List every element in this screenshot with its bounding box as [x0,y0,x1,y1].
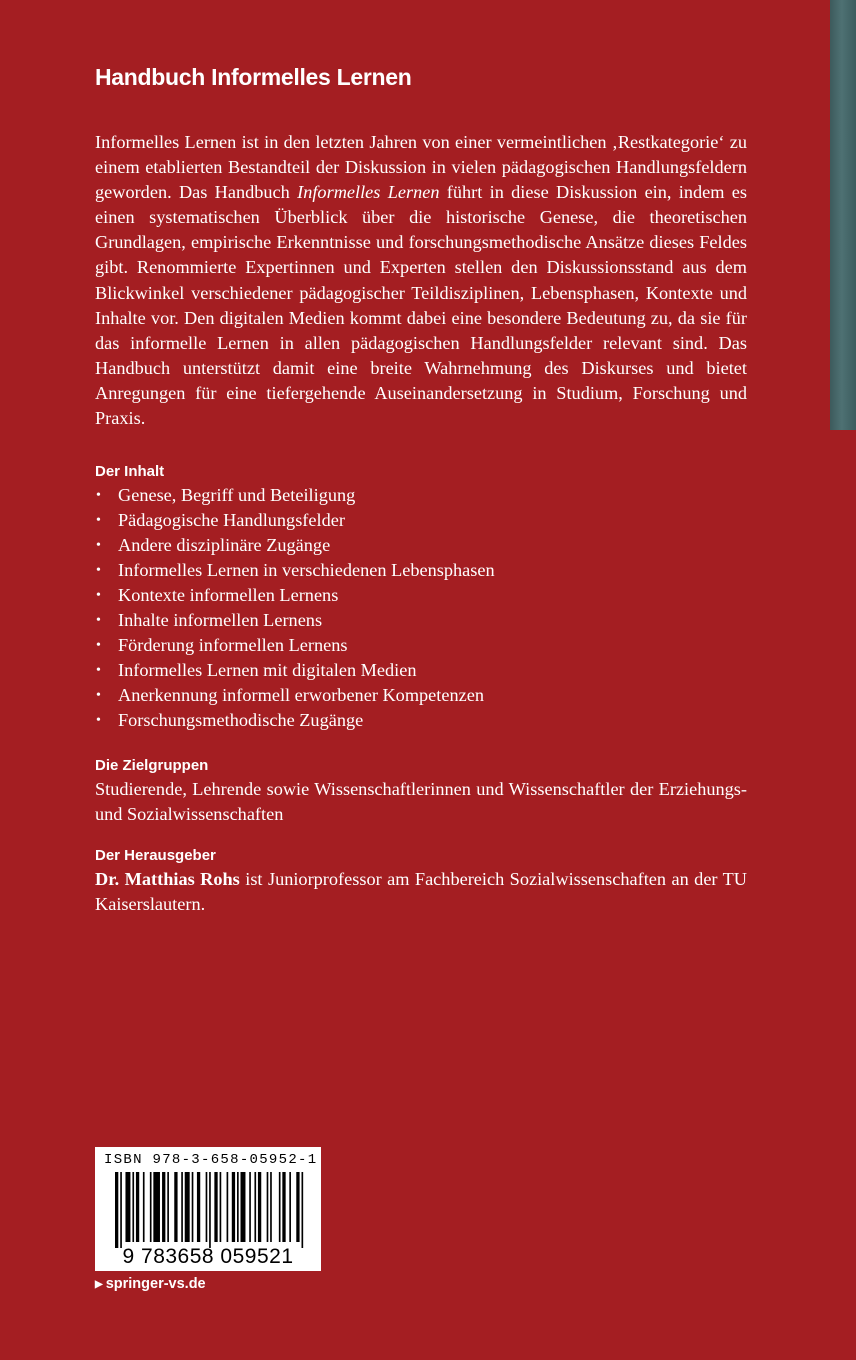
spine-edge-lower [830,430,856,1360]
barcode-bar [174,1172,177,1242]
barcode-bar [209,1172,211,1248]
barcode-bar [220,1172,222,1242]
bullet-icon: • [96,663,101,679]
list-item-text: Pädagogische Handlungsfelder [118,510,345,531]
inhalt-heading: Der Inhalt [95,463,165,481]
bullet-icon: • [96,488,101,504]
bullet-icon: • [96,638,101,654]
barcode-bar [270,1172,272,1242]
list-item [95,558,747,583]
barcode-bar [258,1172,261,1242]
arrow-right-icon: ▶ [95,1279,103,1290]
spine-edge-strip [830,0,856,430]
barcode-bar [120,1172,122,1248]
barcode-icon [115,1172,305,1248]
herausgeber-text [95,867,747,917]
isbn-barcode [95,1147,321,1271]
barcode-bar [115,1172,118,1248]
bullet-icon: • [96,538,101,554]
website-url: springer-vs.de [105,1276,206,1292]
herausgeber-description: ist Juniorprofessor am Fachbereich Sozialwissenschaften an der TU Kaiserslautern. [95,869,747,915]
barcode-bar [185,1172,190,1242]
list-item-text: Andere disziplinäre Zugänge [118,535,331,556]
inhalt-list [95,483,747,733]
barcode-bar [279,1172,281,1242]
barcode-bar [150,1172,152,1242]
list-item [95,708,747,733]
herausgeber-name: Dr. Matthias Rohs [95,869,240,890]
barcode-bar [302,1172,304,1248]
barcode-bar [214,1172,217,1242]
barcode-bar [181,1172,183,1242]
list-item-text: Informelles Lernen mit digitalen Medien [118,660,417,681]
barcode-bar [162,1172,165,1242]
barcode-bar [267,1172,269,1242]
list-item [95,483,747,508]
intro-italic-title: Informelles Lernen [297,182,440,203]
barcode-bar [153,1172,160,1242]
bullet-icon: • [96,613,101,629]
list-item-text: Genese, Begriff und Beteiligung [118,485,356,506]
intro-text-part2: führt in diese Diskussion ein, indem es einen systematischen Überblick über die historische Genese, die theoretischen Grundlagen, empirische Erkenntnisse und forschungsmethodische Ansätze dieses Feldes gibt. Renommierte Expertinnen und Experten stellen den Diskussionsstand aus dem Blickwinkel verschiedener pädagogischer Teildisziplinen, Lebensphasen, Kontexte und Inhalte vor. Den digitalen Medien kommt dabei eine besondere Bedeutung zu, da sie für das informelle Lernen in allen pädagogischen Handlungsfelder relevant sind. Das Handbuch unterstützt damit eine breite Wahrnehmung des Diskurses und bietet Anregungen für eine tiefergehende Auseinandersetzung in Studium, Forschung und Praxis. [95,182,747,429]
barcode-bar [132,1172,134,1242]
bullet-icon: • [96,713,101,729]
list-item [95,683,747,708]
zielgruppen-heading: Die Zielgruppen [95,757,209,775]
list-item [95,533,747,558]
list-item-text: Inhalte informellen Lernens [118,610,323,631]
intro-text-part1: Informelles Lernen ist in den letzten Jahren von einer vermeintlichen ‚Restkategorie‘ zu einem etablierten Bestandteil der Diskussion in vielen pädagogischen Handlungsfeldern geworden. Das Handbuch [95,132,747,203]
barcode-bar [232,1172,235,1242]
barcode-bar [125,1172,130,1242]
list-item-text: Anerkennung informell erworbener Kompetenzen [118,685,484,706]
barcode-bar [289,1172,291,1242]
barcode-digits: 9 783658 059521 [122,1245,294,1268]
list-item-text: Informelles Lernen in verschiedenen Lebensphasen [118,560,495,581]
isbn-number: ISBN 978-3-658-05952-1 [104,1152,318,1168]
barcode-bar [241,1172,246,1242]
barcode-bar [192,1172,194,1242]
herausgeber-heading: Der Herausgeber [95,847,216,865]
barcode-bar [143,1172,145,1242]
barcode-bar [167,1172,169,1242]
publisher-website[interactable] [95,1276,206,1292]
barcode-bar [282,1172,285,1242]
barcode-bar [237,1172,239,1242]
bullet-icon: • [96,513,101,529]
list-item-text: Kontexte informellen Lernens [118,585,339,606]
bullet-icon: • [96,588,101,604]
barcode-bar [254,1172,256,1242]
barcode-bar [136,1172,139,1242]
list-item [95,658,747,683]
list-item [95,633,747,658]
list-item [95,583,747,608]
barcode-bar [206,1172,208,1242]
bullet-icon: • [96,563,101,579]
list-item [95,508,747,533]
barcode-bar [227,1172,229,1242]
list-item [95,608,747,633]
book-title: Handbuch Informelles Lernen [95,64,412,90]
barcode-bar [249,1172,251,1242]
intro-paragraph [95,130,747,431]
list-item-text: Forschungsmethodische Zugänge [118,710,364,731]
list-item-text: Förderung informellen Lernens [118,635,348,656]
bullet-icon: • [96,688,101,704]
barcode-bar [197,1172,200,1242]
zielgruppen-text: Studierende, Lehrende sowie Wissenschaftlerinnen und Wissenschaftler der Erziehungs- und Sozialwissenschaften [95,779,747,825]
barcode-bar [296,1172,299,1242]
cover-text-block [95,60,747,918]
